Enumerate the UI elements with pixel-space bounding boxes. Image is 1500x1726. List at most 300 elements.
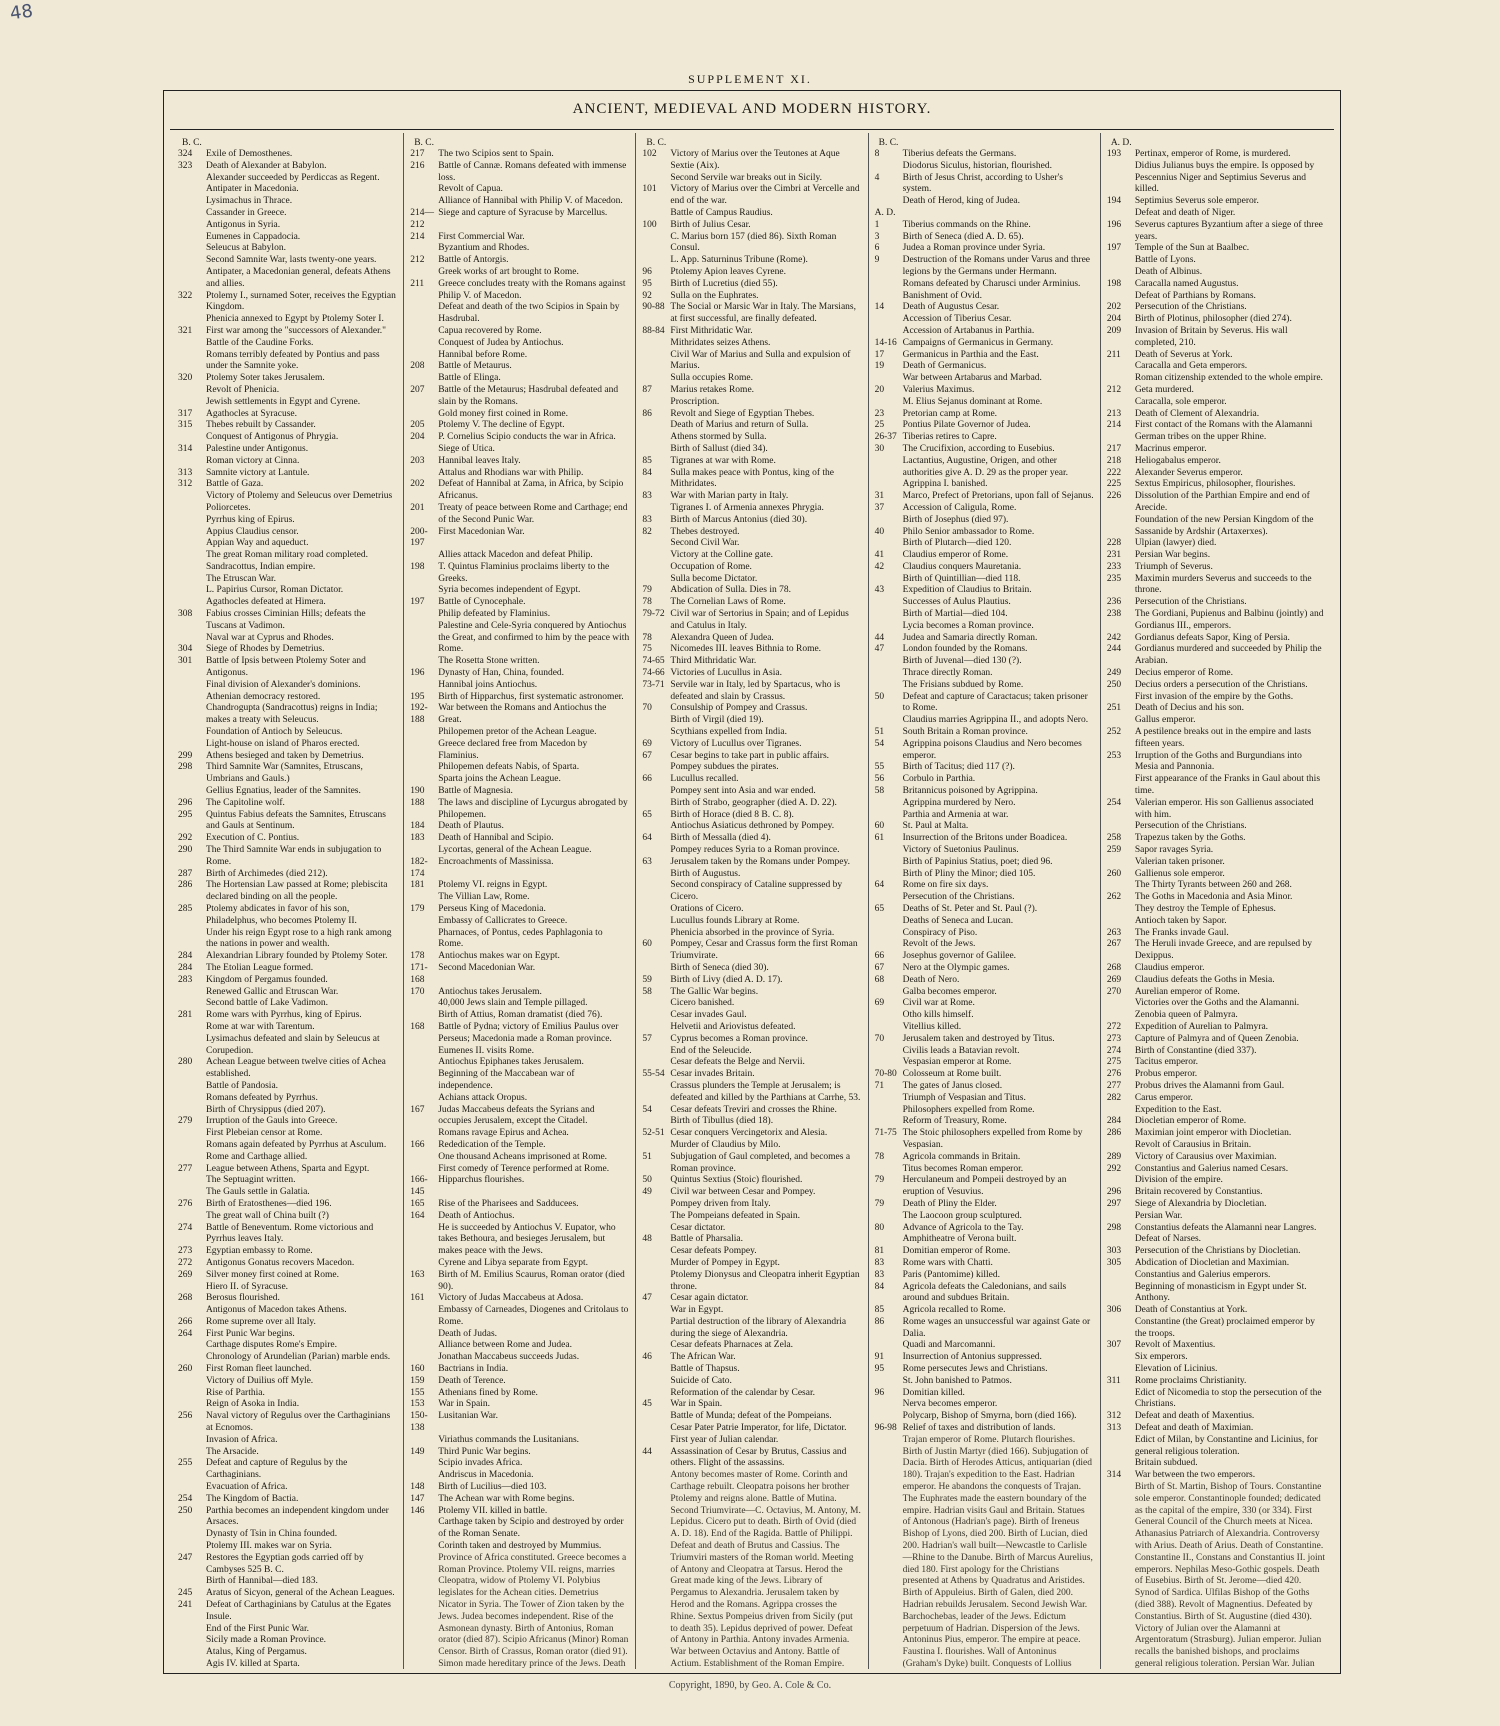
- entry-year: [178, 1635, 206, 1647]
- entry-year: 262: [1106, 892, 1122, 903]
- entry-year: 96: [642, 266, 652, 277]
- entry-year: 236: [1106, 597, 1122, 608]
- entry-event: Birth of Plotinus, philosopher (died 274).: [1134, 314, 1292, 325]
- timeline-entry: [410, 762, 629, 774]
- entry-year: [410, 1057, 438, 1069]
- entry-event: Nerva becomes emperor.: [902, 1399, 998, 1410]
- entry-event: Amphitheatre of Verona built.: [902, 1234, 1017, 1245]
- entry-year: [642, 1046, 670, 1058]
- entry-event: The two Scipios sent to Spain.: [438, 149, 554, 159]
- timeline-entry: [1107, 1152, 1326, 1164]
- entry-year: 59: [642, 974, 652, 985]
- timeline-entry: [875, 1282, 1094, 1306]
- entry-event: Death of Herod, king of Judea.: [902, 196, 1021, 207]
- entry-year: 61: [874, 833, 885, 844]
- timeline-entry: [178, 350, 397, 374]
- entry-event: Jonathan Maccabeus succeeds Judas.: [438, 1352, 580, 1363]
- timeline-entry: [875, 739, 1094, 763]
- entry-event: Battle of Gaza.: [206, 479, 264, 490]
- entry-event: Birth of Seneca (died 30).: [670, 962, 769, 973]
- entry-year: 255: [178, 1458, 193, 1469]
- entry-event: Death of Marius and return of Sulla.: [670, 420, 809, 431]
- entry-year: [642, 1435, 670, 1447]
- entry-event: Death of Clement of Alexandria.: [1134, 408, 1260, 419]
- timeline-entry: [178, 161, 397, 173]
- timeline-entry: [178, 338, 397, 350]
- entry-event: Antigonus Gonatus recovers Macedon.: [206, 1257, 355, 1268]
- entry-event: Defeat of Narses.: [1134, 1234, 1202, 1245]
- entry-year: [410, 196, 438, 208]
- entry-event: Gallus emperor.: [1134, 715, 1196, 726]
- entry-event: Invasion of Africa.: [206, 1434, 278, 1445]
- timeline-entry: [410, 420, 629, 432]
- entry-event: Nero at the Olympic games.: [902, 962, 1010, 973]
- entry-year: 47: [874, 644, 885, 655]
- entry-event: Claudius defeats the Goths in Mesia.: [1134, 974, 1275, 985]
- entry-event: Sulla makes peace with Pontus, king of the Mithridates.: [670, 467, 834, 490]
- entry-event: Battle of Ipsis between Ptolemy Soter and Antigonus.: [206, 656, 366, 679]
- entry-event: Ptolemy VII. killed in battle.: [438, 1505, 548, 1516]
- entry-year: 274: [178, 1222, 193, 1233]
- entry-year: 276: [178, 1198, 193, 1209]
- entry-event: Third Samnite War (Samnites, Etruscans, Umbrians and Gauls.): [206, 762, 363, 785]
- timeline-entry: [178, 951, 397, 963]
- entry-event: Attalus and Rhodians war with Philip.: [438, 467, 584, 478]
- entry-year: 225: [1106, 479, 1122, 490]
- entry-year: 233: [1106, 561, 1122, 572]
- entry-event: Civil war at Rome.: [902, 998, 975, 1009]
- entry-event: Claudius emperor.: [1134, 962, 1205, 973]
- entry-event: The Capitoline wolf.: [206, 797, 285, 808]
- timeline-entry: [410, 692, 629, 704]
- timeline-entry: [875, 232, 1094, 244]
- entry-event: Cesar conquers Vercingetorix and Alesia.: [670, 1128, 828, 1139]
- entry-year: 47: [642, 1293, 652, 1304]
- column-5: [1101, 133, 1332, 1669]
- timeline-entry: [178, 1541, 397, 1553]
- entry-year: 66: [642, 774, 652, 785]
- timeline-entry: [875, 373, 1094, 385]
- entry-event: The Cornelian Laws of Rome.: [670, 597, 786, 608]
- timeline-entry: [178, 1635, 397, 1647]
- entry-year: 193: [1106, 149, 1122, 159]
- entry-event: Gallienus sole emperor.: [1134, 868, 1225, 879]
- entry-year: [410, 916, 438, 928]
- entry-year: 196: [1106, 219, 1122, 230]
- entry-event: Cesar again dictator.: [670, 1293, 749, 1304]
- entry-event: Reign of Asoka in India.: [206, 1399, 300, 1410]
- entry-event: Ptolemy Dionysus and Cleopatra inherit Egyptian throne.: [670, 1269, 860, 1292]
- timeline-entry: [875, 939, 1094, 951]
- entry-year: [178, 350, 206, 374]
- entry-event: Persecution of the Christians.: [902, 892, 1015, 903]
- timeline-entry: [642, 1399, 861, 1411]
- timeline-entry: [178, 1447, 397, 1459]
- timeline-entry: [178, 1152, 397, 1164]
- entry-year: 155: [410, 1387, 425, 1398]
- entry-year: 253: [1106, 750, 1122, 761]
- timeline-entry: [1107, 975, 1326, 987]
- entry-year: 79-72: [642, 609, 665, 620]
- timeline-entry: [1107, 1352, 1326, 1364]
- entry-event: Reform of Treasury, Rome.: [902, 1116, 1007, 1127]
- entry-event: The Gordiani, Pupienus and Balbinu (jointly) and Gordianus III., emperors.: [1134, 609, 1324, 631]
- entry-year: 147: [410, 1493, 425, 1504]
- entry-year: [642, 1199, 670, 1211]
- entry-year: 41: [874, 550, 885, 561]
- timeline-entry: [875, 444, 1094, 479]
- timeline-entry: [178, 562, 397, 574]
- entry-event: Embassy of Callicrates to Greece.: [438, 915, 568, 926]
- entry-year: 82: [642, 526, 652, 537]
- entry-event: Insurrection of the Britons under Boadicea.: [902, 833, 1068, 844]
- entry-year: 54: [642, 1104, 652, 1115]
- entry-event: Tiberius defeats the Germans.: [902, 149, 1017, 159]
- entry-event: Tiberius commands on the Rhine.: [902, 219, 1031, 230]
- timeline-entry: [1107, 703, 1326, 715]
- timeline-entry: [642, 562, 861, 574]
- entry-event: Treaty of peace between Rome and Carthage; end of the Second Punic War.: [438, 502, 628, 525]
- entry-year: 74-66: [642, 668, 665, 679]
- entry-year: [1107, 267, 1135, 279]
- timeline-entry: [178, 1376, 397, 1388]
- timeline-entry: [1107, 692, 1326, 704]
- entry-year: [410, 928, 438, 952]
- timeline-entry: [642, 1223, 861, 1235]
- entry-year: [642, 1317, 670, 1341]
- timeline-entry: [410, 373, 629, 385]
- entry-event: Maximin murders Severus and succeeds to the throne.: [1134, 573, 1312, 596]
- timeline-entry: [642, 680, 861, 704]
- entry-event: Foundation of Antioch by Seleucus.: [206, 727, 343, 738]
- entry-year: 277: [1106, 1080, 1122, 1091]
- entry-event: Pompey sent into Asia and war ended.: [670, 786, 816, 797]
- entry-year: [642, 916, 670, 928]
- timeline-entry: [178, 444, 397, 456]
- entry-year: 87: [642, 384, 652, 395]
- timeline-entry: [875, 880, 1094, 892]
- entry-year: [642, 1388, 670, 1400]
- entry-event: South Britain a Roman province.: [902, 727, 1028, 738]
- entry-event: Cesar dictator.: [670, 1222, 726, 1233]
- entry-year: 231: [1106, 550, 1122, 561]
- entry-year: [642, 1116, 670, 1128]
- entry-year: [178, 585, 206, 597]
- entry-event: Death of Albinus.: [1134, 266, 1203, 277]
- entry-event: Division of the empire.: [1134, 1175, 1223, 1186]
- entry-year: [178, 1447, 206, 1459]
- entry-event: St. Paul at Malta.: [902, 821, 969, 832]
- entry-event: Defeat and death of Maxentius.: [1134, 1411, 1255, 1422]
- entry-event: Cesar invades Britain.: [670, 1069, 755, 1080]
- timeline-entry: [178, 1624, 397, 1636]
- entry-event: Decius emperor of Rome.: [1134, 668, 1233, 679]
- entry-event: Gold money first coined in Rome.: [438, 408, 569, 419]
- timeline-entry: [1107, 243, 1326, 255]
- entry-year: [410, 350, 438, 362]
- entry-event: Vitellius killed.: [902, 1021, 962, 1032]
- timeline-entry: [642, 338, 861, 350]
- entry-event: Parthia becomes an independent kingdom under Arsaces.: [206, 1505, 389, 1528]
- entry-year: [178, 727, 206, 739]
- entry-event: Bactrians in India.: [438, 1364, 509, 1375]
- entry-year: 218: [1106, 455, 1122, 466]
- entry-event: Victory of Marius over the Cimbri at Vercelle and end of the war.: [670, 184, 860, 207]
- entry-event: Battle of Campus Raudius.: [670, 207, 773, 218]
- entry-event: Phenicia annexed to Egypt by Ptolemy Soter I.: [206, 314, 384, 325]
- entry-event: Sextus Empiricus, philosopher, flourishes.: [1134, 479, 1296, 490]
- entry-event: Battle of Antorgis.: [438, 255, 509, 266]
- timeline-entry: [410, 255, 629, 267]
- entry-event: Romans again defeated by Pyrrhus at Asculum.: [206, 1139, 387, 1150]
- timeline-entry: [1107, 1140, 1326, 1152]
- entry-event: Birth of Archimedes (died 212).: [206, 868, 328, 879]
- entry-year: [178, 562, 206, 574]
- entry-year: 78: [642, 632, 652, 643]
- timeline-entry: [178, 1647, 397, 1659]
- entry-event: Ptolemy I., surnamed Soter, receives the Egyptian Kingdom.: [206, 290, 396, 313]
- entry-year: [875, 538, 903, 550]
- entry-year: 46: [642, 1352, 652, 1363]
- entry-year: [875, 1411, 903, 1423]
- entry-year: 101: [642, 184, 657, 195]
- timeline-entry: [875, 291, 1094, 303]
- timeline-entry: [178, 1293, 397, 1305]
- timeline-entry: [1107, 1376, 1326, 1388]
- timeline-entry: [410, 1447, 629, 1459]
- timeline-entry: [178, 373, 397, 385]
- entry-year: [178, 550, 206, 562]
- entry-event: The Thirty Tyrants between 260 and 268.: [1134, 880, 1292, 891]
- entry-year: [642, 1305, 670, 1317]
- entry-year: 282: [1106, 1092, 1122, 1103]
- entry-year: [642, 1211, 670, 1223]
- entry-year: [178, 1647, 206, 1659]
- entry-year: 171-168: [410, 962, 428, 985]
- timeline-entry: [875, 491, 1094, 503]
- timeline-entry: [642, 644, 861, 656]
- timeline-entry: [410, 1258, 629, 1270]
- timeline-entry: [1107, 892, 1326, 904]
- entry-event: Ptolemy VI. reigns in Egypt.: [438, 880, 548, 891]
- entry-year: [642, 373, 670, 385]
- entry-year: [642, 715, 670, 727]
- timeline-entry: [178, 491, 397, 515]
- entry-year: 251: [1106, 703, 1122, 714]
- timeline-entry: [642, 1270, 861, 1294]
- entry-year: [178, 703, 206, 727]
- timeline-entry: [875, 892, 1094, 904]
- entry-event: Birth of Eratosthenes—died 196.: [206, 1198, 332, 1209]
- timeline-entry: [642, 798, 861, 810]
- timeline-entry: [1107, 350, 1326, 362]
- entry-event: Romans defeated by Charusci under Arminius.: [902, 278, 1081, 289]
- entry-year: 216: [410, 160, 425, 171]
- entry-event: Assassination of Cesar by Brutus, Cassius and others. Flight of the assassins.: [670, 1446, 847, 1469]
- entry-event: Birth of Messalla (died 4).: [670, 833, 771, 844]
- entry-year: 211: [410, 278, 425, 289]
- timeline-entry: [642, 786, 861, 798]
- entry-year: 54: [874, 738, 885, 749]
- timeline-entry: [875, 385, 1094, 397]
- entry-event: Rome persecutes Jews and Christians.: [902, 1364, 1048, 1375]
- timeline-entry: [178, 574, 397, 586]
- entry-year: [178, 1659, 206, 1669]
- timeline-entry: [410, 597, 629, 609]
- entry-year: 84: [642, 467, 652, 478]
- entry-event: Philosophers expelled from Rome.: [902, 1104, 1035, 1115]
- entry-event: Battle of Lyons.: [1134, 255, 1196, 266]
- entry-year: [875, 869, 903, 881]
- entry-year: [1107, 1435, 1135, 1459]
- entry-year: 102: [642, 149, 657, 159]
- timeline-entry: [642, 998, 861, 1010]
- entry-year: [178, 1399, 206, 1411]
- entry-year: [410, 184, 438, 196]
- entry-event: Murder of Pompey in Egypt.: [670, 1257, 780, 1268]
- entry-year: [875, 574, 903, 586]
- entry-event: Revolt of Phenicia.: [206, 384, 280, 395]
- timeline-entry: [178, 479, 397, 491]
- timeline-entry: [875, 1388, 1094, 1400]
- entry-event: The laws and discipline of Lycurgus abrogated by Philopemen.: [438, 797, 628, 820]
- timeline-entry: [642, 987, 861, 999]
- timeline-entry: [875, 869, 1094, 881]
- entry-year: 192-188: [410, 703, 428, 726]
- entry-event: C. Marius born 157 (died 86). Sixth Roman Consul.: [670, 231, 837, 254]
- entry-event: Probus drives the Alamanni from Gaul.: [1134, 1080, 1285, 1091]
- entry-event: Cyprus becomes a Roman province.: [670, 1033, 808, 1044]
- entry-year: 17: [874, 349, 885, 360]
- entry-year: 196: [410, 668, 425, 679]
- entry-event: Agricola commands in Britain.: [902, 1151, 1021, 1162]
- entry-year: 79: [874, 1198, 885, 1209]
- entry-event: Birth of Sallust (died 34).: [670, 443, 768, 454]
- entry-year: 283: [178, 974, 193, 985]
- entry-year: [642, 1411, 670, 1423]
- entry-event: Victory of Suetonius Paulinus.: [902, 845, 1019, 856]
- entry-event: Lysimachus defeated and slain by Seleucus at Corupedion.: [206, 1033, 380, 1056]
- entry-year: [642, 1081, 670, 1105]
- entry-event: Sicily made a Roman Province.: [206, 1635, 327, 1646]
- entry-event: Conquest of Antigonus of Phrygia.: [206, 432, 339, 443]
- entry-event: T. Quintus Flaminius proclaims liberty to the Greeks.: [438, 561, 610, 584]
- timeline-entry: [1107, 468, 1326, 480]
- timeline-entry: [1107, 751, 1326, 775]
- entry-event: Successes of Aulus Plautius.: [902, 597, 1011, 608]
- entry-event: Siege of Utica.: [438, 443, 495, 454]
- timeline-entry: [178, 1258, 397, 1270]
- entry-year: 31: [874, 491, 885, 502]
- entry-event: Battle of Pharsalia.: [670, 1234, 743, 1245]
- timeline-entry: [410, 503, 629, 527]
- timeline-entry: [875, 1116, 1094, 1128]
- timeline-entry: [1107, 373, 1326, 385]
- timeline-entry: [642, 739, 861, 751]
- timeline-entry: [178, 1282, 397, 1294]
- timeline-entry: [178, 243, 397, 255]
- column-continuation: Antony becomes master of Rome. Corinth and Carthage rebuilt. Cleopatra poisons her brother Ptolemy and reigns alone. Battle of Mutina. Second Triumvirate—C. Octavius, M. Antony, M. Lepidus. Cicero put to death. Birth of Ovid (died A. D. 18). End of the Ragida. Battle of Philippi. Defeat and death of Brutus and Cassius. The Triumviri masters of the Roman world. Meeting of Antony and Cleopatra at Tarsus. Herod the Great made king of the Jews. Library of Pergamus to Alexandria. Jerusalem taken by Herod and the Romans. Agrippa crosses the Rhine. Sextus Pompeius driven from Sicily (put to death 35). Lepidus deprived of power. Defeat of Antony in Parthia. Antony invades Armenia. War between Octavius and Antony. Battle of Actium. Establishment of the Roman Empire.: [670, 1470, 861, 1669]
- timeline-entry: [1107, 479, 1326, 491]
- entry-event: Vespasian emperor at Rome.: [902, 1057, 1012, 1068]
- entry-event: Greek works of art brought to Rome.: [438, 266, 579, 277]
- entry-year: 160: [410, 1364, 425, 1375]
- timeline-entry: [178, 232, 397, 244]
- entry-event: Battle of Munda; defeat of the Pompeians.: [670, 1411, 832, 1422]
- entry-event: Persecution of the Christians by Diocletian.: [1134, 1246, 1301, 1257]
- entry-year: [1107, 916, 1135, 928]
- entry-event: M. Elius Sejanus dominant at Rome.: [902, 396, 1043, 407]
- entry-year: 188: [410, 797, 425, 808]
- timeline-entry: [875, 1270, 1094, 1282]
- entry-year: 207: [410, 384, 425, 395]
- entry-event: Quintus Sextius (Stoic) flourished.: [670, 1175, 803, 1186]
- entry-year: 65: [642, 809, 652, 820]
- entry-event: Destruction of the Romans under Varus and three legions by the Germans under Hermann.: [902, 255, 1091, 277]
- timeline-entry: [178, 456, 397, 468]
- entry-event: Persecution of the Christians.: [1134, 597, 1247, 608]
- timeline-entry: [875, 161, 1094, 173]
- entry-year: [178, 220, 206, 232]
- timeline-entry: [642, 1152, 861, 1176]
- entry-event: Occupation of Rome.: [670, 561, 752, 572]
- entry-event: Agathocles at Syracuse.: [206, 408, 298, 419]
- entry-year: [642, 786, 670, 798]
- entry-year: [410, 1093, 438, 1105]
- timeline-entry: [1107, 727, 1326, 751]
- entry-event: Evacuation of Africa.: [206, 1482, 288, 1493]
- timeline-entry: [178, 1081, 397, 1093]
- entry-event: Battle of Elinga.: [438, 373, 501, 384]
- entry-event: Athens besieged and taken by Demetrius.: [206, 750, 364, 761]
- entry-year: [875, 845, 903, 857]
- timeline-entry: [410, 1340, 629, 1352]
- timeline-entry: [875, 1340, 1094, 1352]
- entry-year: [178, 1128, 206, 1140]
- entry-event: Marco, Prefect of Pretorians, upon fall of Sejanus.: [902, 491, 1094, 502]
- timeline-entry: [875, 562, 1094, 574]
- timeline-entry: [178, 975, 397, 987]
- entry-year: 292: [178, 833, 193, 844]
- timeline-entry: [178, 1388, 397, 1400]
- timeline-entry: [875, 786, 1094, 798]
- entry-event: Quintus Fabius defeats the Samnites, Etruscans and Gauls at Sentinum.: [206, 809, 386, 832]
- timeline-entry: [410, 302, 629, 326]
- entry-event: Allies attack Macedon and defeat Philip.: [438, 550, 593, 561]
- timeline-entry: [1107, 1199, 1326, 1211]
- timeline-entry: [642, 810, 861, 822]
- entry-event: Domitian emperor of Rome.: [902, 1246, 1011, 1257]
- entry-event: Philip defeated by Flaminius.: [438, 609, 551, 620]
- timeline-entry: [178, 1352, 397, 1364]
- entry-event: The Franks invade Gaul.: [1134, 927, 1229, 938]
- entry-event: The African War.: [670, 1352, 736, 1363]
- timeline-entry: [410, 609, 629, 621]
- timeline-entry: [1107, 1223, 1326, 1235]
- entry-year: 80: [874, 1222, 885, 1233]
- entry-year: [642, 821, 670, 833]
- entry-event: Cesar defeats Pompey.: [670, 1246, 757, 1257]
- timeline-entry: [410, 845, 629, 857]
- entry-event: Rome on fire six days.: [902, 880, 989, 891]
- entry-year: [875, 1010, 903, 1022]
- entry-event: Rome and Carthage allied.: [206, 1151, 308, 1162]
- entry-year: [642, 1140, 670, 1152]
- entry-event: Birth of Julius Cesar.: [670, 219, 751, 230]
- timeline-entry: [178, 644, 397, 656]
- entry-event: Carus emperor.: [1134, 1092, 1193, 1103]
- entry-year: 50: [642, 1175, 652, 1186]
